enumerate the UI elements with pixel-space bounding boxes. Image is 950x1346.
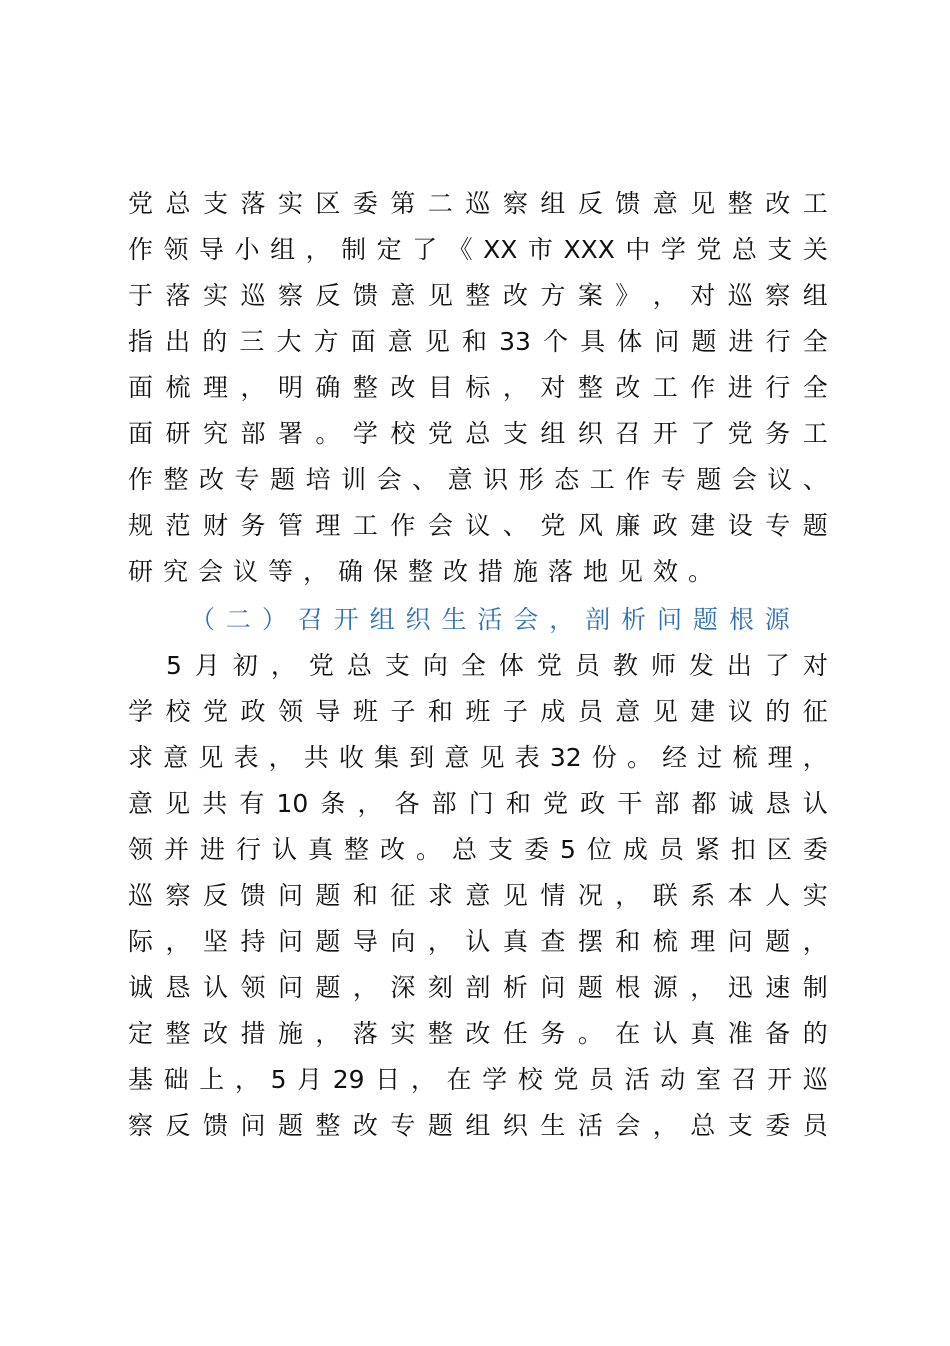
body-line-18: 诚 恳 认 领 问 题 ， 深 刻 剖 析 问 题 根 源 ， 迅 速 制: [128, 973, 828, 1002]
body-line-14: 意 见 共 有 10 条 ， 各 部 门 和 党 政 干 部 都 诚 恳 认: [128, 789, 828, 818]
body-line-2: 作 领 导 小 组 ， 制 定 了 《 XX 市 XXX 中 学 党 总 支 关: [128, 235, 828, 264]
body-line-8: 规 范 财 务 管 理 工 作 会 议 、 党 风 廉 政 建 设 专 题: [128, 511, 828, 540]
body-line-11: 5 月 初 ， 党 总 支 向 全 体 党 员 教 师 发 出 了 对: [166, 651, 828, 680]
section-heading: （ 二 ） 召 开 组 织 生 活 会 ， 剖 析 问 题 根 源: [190, 605, 790, 634]
body-line-17: 际 ， 坚 持 问 题 导 向 ， 认 真 查 摆 和 梳 理 问 题 ，: [128, 927, 828, 956]
body-line-3: 于 落 实 巡 察 反 馈 意 见 整 改 方 案 》 ， 对 巡 察 组: [128, 281, 828, 310]
body-line-1: 党 总 支 落 实 区 委 第 二 巡 察 组 反 馈 意 见 整 改 工: [128, 189, 828, 218]
body-line-15: 领 并 进 行 认 真 整 改 。 总 支 委 5 位 成 员 紧 扣 区 委: [128, 835, 828, 864]
body-line-12: 学 校 党 政 领 导 班 子 和 班 子 成 员 意 见 建 议 的 征: [128, 697, 828, 726]
body-line-16: 巡 察 反 馈 问 题 和 征 求 意 见 情 况 ， 联 系 本 人 实: [128, 881, 828, 910]
body-line-9: 研究会议等，确保整改措施落地见效。: [128, 557, 724, 586]
body-line-13: 求 意 见 表 ， 共 收 集 到 意 见 表 32 份 。 经 过 梳 理 ，: [128, 743, 828, 772]
body-line-5: 面 梳 理 ， 明 确 整 改 目 标 ， 对 整 改 工 作 进 行 全: [128, 373, 828, 402]
body-line-21: 察 反 馈 问 题 整 改 专 题 组 织 生 活 会 ， 总 支 委 员: [128, 1111, 828, 1140]
body-line-20: 基 础 上 ， 5 月 29 日 ， 在 学 校 党 员 活 动 室 召 开 巡: [128, 1065, 828, 1094]
body-line-19: 定 整 改 措 施 ， 落 实 整 改 任 务 。 在 认 真 准 备 的: [128, 1019, 828, 1048]
body-line-4: 指 出 的 三 大 方 面 意 见 和 33 个 具 体 问 题 进 行 全: [128, 327, 828, 356]
body-line-6: 面 研 究 部 署 。 学 校 党 总 支 组 织 召 开 了 党 务 工: [128, 419, 828, 448]
body-line-7: 作 整 改 专 题 培 训 会 、 意 识 形 态 工 作 专 题 会 议 、: [128, 465, 828, 494]
